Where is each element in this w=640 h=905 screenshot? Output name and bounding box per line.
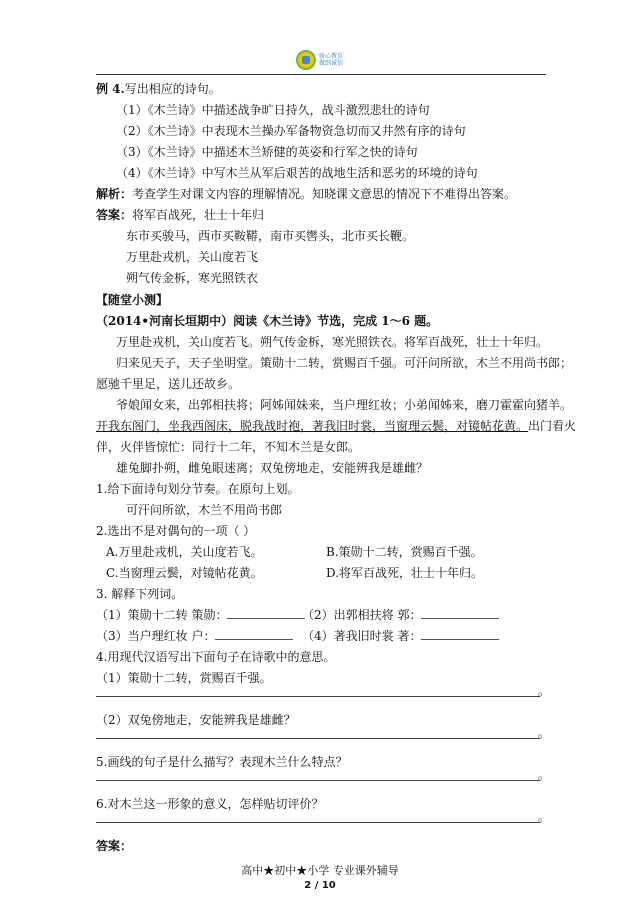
passage-line-6: 伴，火伴皆惊忙：同行十二年，不知木兰是女郎。 bbox=[96, 440, 361, 454]
footer-tagline: 高中★初中★小学 专业课外辅导 bbox=[241, 864, 399, 877]
question-4-sub-1: （1）策勋十二转，赏赐百千强。 bbox=[96, 671, 272, 685]
logo-emblem-icon bbox=[296, 50, 316, 70]
example-title: 例 4.写出相应的诗句。 bbox=[96, 82, 221, 96]
passage-line-2: 归来见天子，天子坐明堂。策勋十二转，赏赐百千强。可汗问所欲，木兰不用尚书郎； bbox=[116, 356, 573, 370]
passage-line-7: 雄兔脚扑朔，雌兔眼迷离；双兔傍地走，安能辨我是雄雌？ bbox=[116, 461, 429, 475]
example-analysis: 解析：考查学生对课文内容的理解情况。知晓课文意思的情况下不难得出答案。 bbox=[96, 187, 517, 201]
header-logo bbox=[296, 50, 343, 70]
question-3-item-3: （3）当户理红妆 户： bbox=[96, 629, 293, 643]
question-2-option-b: B.策勋十二转，赏赐百千强。 bbox=[326, 545, 483, 559]
question-3: 3. 解释下列词。 bbox=[96, 587, 184, 601]
question-2-option-c: C.当窗理云鬓，对镜帖花黄。 bbox=[106, 566, 263, 580]
passage-line-3: 愿驰千里足，送儿还故乡。 bbox=[96, 377, 241, 391]
passage-line-1: 万里赴戎机，关山度若飞。朔气传金柝，寒光照铁衣。将军百战死，壮士十年归。 bbox=[116, 335, 549, 349]
end-mark: 。 bbox=[538, 768, 551, 782]
question-2-option-a: A.万里赴戎机，关山度若飞。 bbox=[106, 545, 263, 559]
question-3-item-1: （1）策勋十二转 策勋： bbox=[96, 608, 305, 622]
quiz-answer-label: 答案： bbox=[96, 839, 133, 853]
answer-line[interactable] bbox=[96, 822, 540, 823]
answer-blank[interactable] bbox=[421, 608, 499, 619]
question-6: 6.对木兰这一形象的意义，怎样贴切评价？ bbox=[96, 797, 324, 811]
example-question-4: （4）《木兰诗》中写木兰从军后艰苦的战地生活和恶劣的环境的诗句 bbox=[116, 166, 478, 180]
answer-line[interactable] bbox=[96, 780, 540, 781]
end-mark: 。 bbox=[538, 726, 551, 740]
logo-line2: 做到诚信 bbox=[319, 60, 344, 67]
question-4-sub-2: （2）双兔傍地走，安能辨我是雄雌？ bbox=[96, 713, 296, 727]
answer-blank[interactable] bbox=[215, 629, 293, 640]
answer-line[interactable] bbox=[96, 696, 540, 697]
question-1: 1.给下面诗句划分节奏。在原句上划。 bbox=[96, 482, 300, 496]
example-answer-line-3: 朔气传金柝，寒光照铁衣 bbox=[126, 271, 259, 285]
header-rule bbox=[96, 74, 546, 75]
question-4: 4.用现代汉语写出下面句子在诗歌中的意思。 bbox=[96, 650, 336, 664]
question-3-item-4: （4）著我旧时裳 著： bbox=[302, 629, 499, 643]
example-answer: 答案：将军百战死，壮士十年归 bbox=[96, 208, 265, 222]
question-3-item-2: （2）出郭相扶将 郭： bbox=[302, 608, 499, 622]
answer-blank[interactable] bbox=[421, 629, 499, 640]
end-mark: 。 bbox=[538, 684, 551, 698]
example-question-1: （1）《木兰诗》中描述战争旷日持久，战斗激烈悲壮的诗句 bbox=[116, 103, 430, 117]
logo-line1: 骄心教育 bbox=[319, 53, 344, 60]
question-1-line: 可汗问所欲，木兰不用尚书郎 bbox=[126, 503, 283, 517]
quiz-section-title: 【随堂小测】 bbox=[96, 293, 169, 307]
example-question-3: （3）《木兰诗》中描述木兰矫健的英姿和行军之快的诗句 bbox=[116, 145, 418, 159]
example-question-2: （2）《木兰诗》中表现木兰操办军备物资急切而又井然有序的诗句 bbox=[116, 124, 466, 138]
example-answer-line-2: 万里赴戎机，关山度若飞 bbox=[126, 250, 259, 264]
quiz-intro: （2014•河南长垣期中）阅读《木兰诗》节选，完成 1～6 题。 bbox=[96, 314, 439, 328]
passage-line-5: 开我东阁门，坐我西阁床，脱我战时袍，著我旧时裳，当窗理云鬓，对镜帖花黄。出门看火 bbox=[96, 419, 577, 433]
end-mark: 。 bbox=[538, 810, 551, 824]
question-2-option-d: D.将军百战死，壮士十年归。 bbox=[326, 566, 484, 580]
passage-line-4: 爷娘闻女来，出郭相扶将；阿姊闻妹来，当户理红妆；小弟闻姊来，磨刀霍霍向猪羊。 bbox=[116, 398, 573, 412]
answer-line[interactable] bbox=[96, 738, 540, 739]
example-answer-line-1: 东市买骏马，西市买鞍鞯，南市买辔头，北市买长鞭。 bbox=[126, 229, 415, 243]
underlined-passage: 开我东阁门，坐我西阁床，脱我战时袍，著我旧时裳，当窗理云鬓，对镜帖花黄。 bbox=[96, 419, 529, 433]
question-2: 2.选出不是对偶句的一项（ ） bbox=[96, 524, 256, 538]
page-number: 2 / 10 bbox=[304, 880, 336, 891]
answer-blank[interactable] bbox=[227, 608, 305, 619]
question-5: 5.画线的句子是什么描写？表现木兰什么特点？ bbox=[96, 755, 348, 769]
